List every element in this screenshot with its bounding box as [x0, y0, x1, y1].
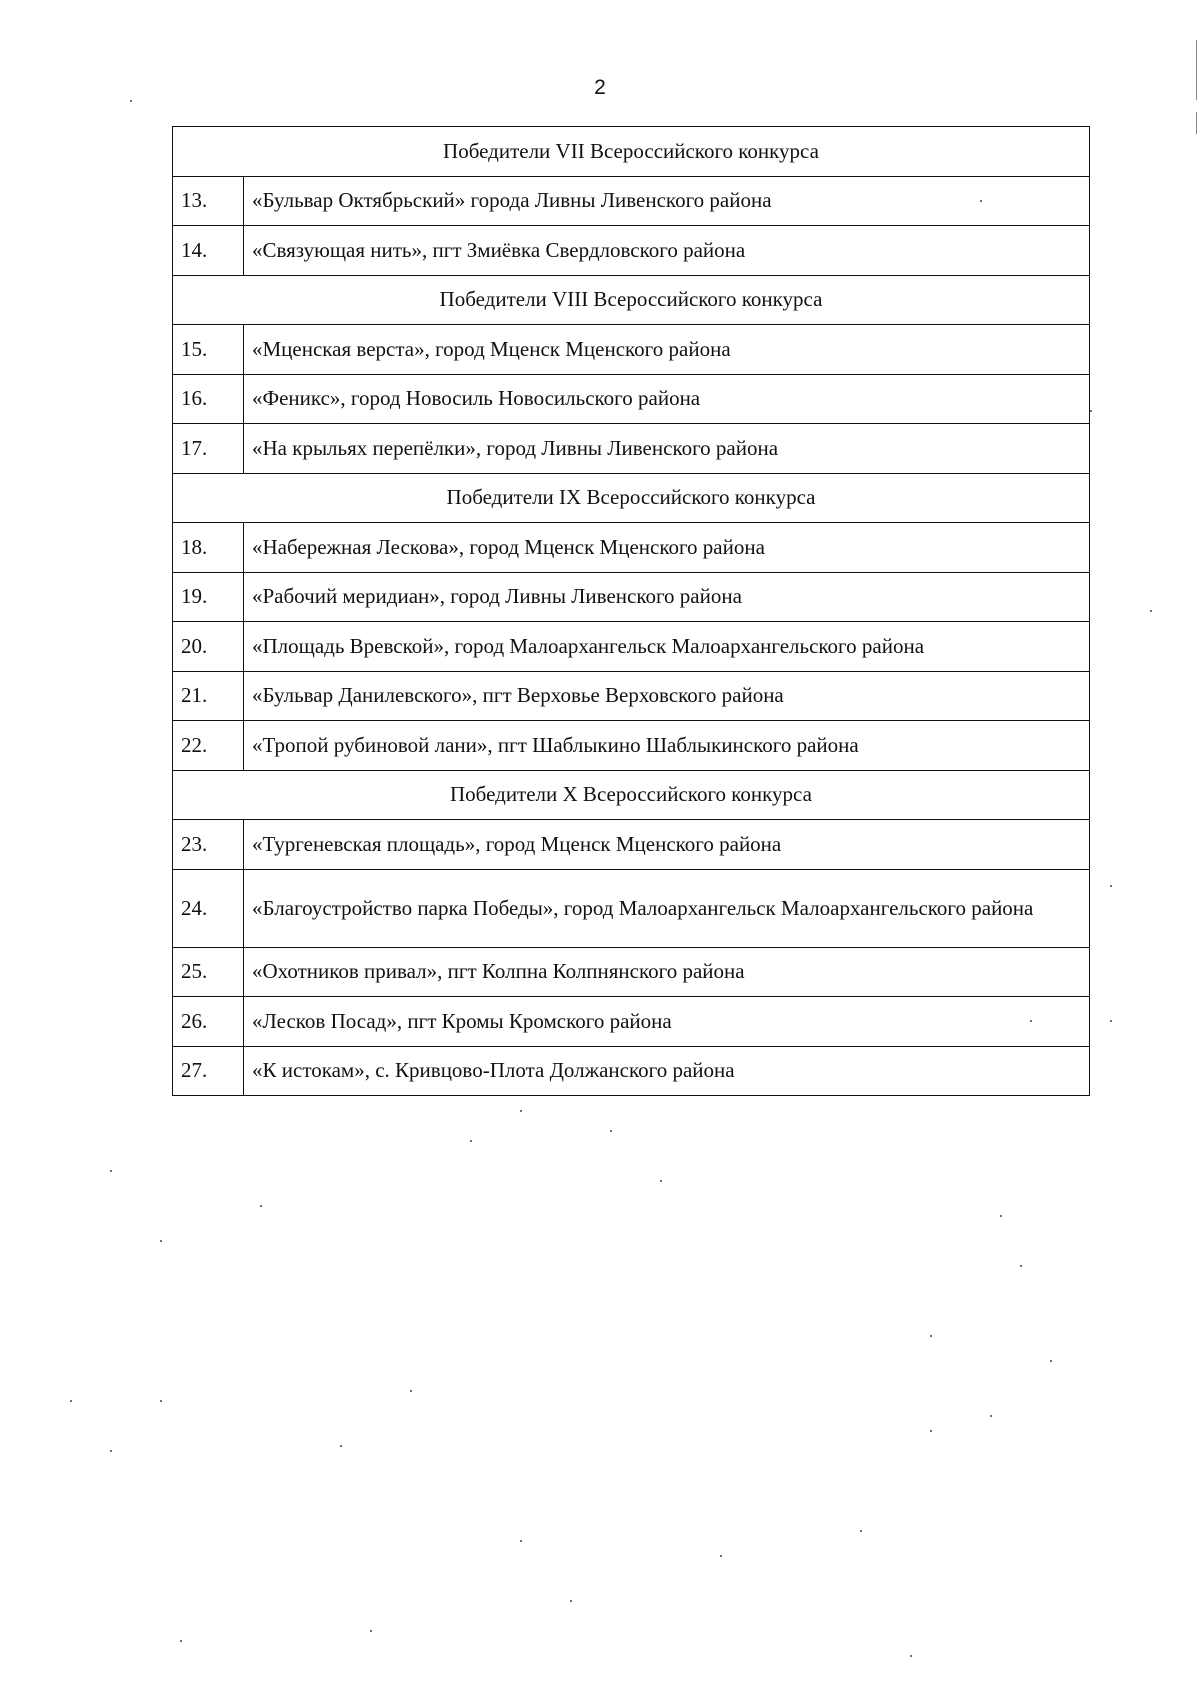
row-number: 13. [173, 176, 244, 226]
scan-edge-mark [1196, 112, 1197, 134]
section-header-row [173, 275, 1090, 325]
scan-speck [110, 1450, 112, 1452]
scan-speck [160, 1400, 162, 1402]
scan-speck [570, 1600, 572, 1602]
row-number: 18. [173, 523, 244, 573]
scan-speck [520, 1110, 522, 1112]
section-header: Победители VIII Всероссийского конкурса [173, 275, 1090, 325]
scan-speck [160, 1240, 162, 1242]
table-row [173, 374, 1090, 424]
scan-speck [1020, 1265, 1022, 1267]
scan-speck [410, 1390, 412, 1392]
row-number: 20. [173, 622, 244, 672]
row-number: 23. [173, 820, 244, 870]
scan-speck [1000, 1215, 1002, 1217]
scan-speck [930, 1335, 932, 1337]
project-title: «Тропой рубиновой лани», пгт Шаблыкино Шаблыкинского района [244, 721, 1090, 771]
table-row [173, 721, 1090, 771]
table-row [173, 1046, 1090, 1096]
scan-edge-mark [1196, 40, 1197, 100]
project-title: «Тургеневская площадь», город Мценск Мценского района [244, 820, 1090, 870]
scan-speck [340, 1445, 342, 1447]
scan-speck [1150, 610, 1152, 612]
scan-speck [990, 1415, 992, 1417]
row-number: 26. [173, 997, 244, 1047]
row-number: 15. [173, 325, 244, 375]
project-title: «Площадь Вревской», город Малоархангельск Малоархангельского района [244, 622, 1090, 672]
row-number: 19. [173, 572, 244, 622]
section-header: Победители VII Всероссийского конкурса [173, 127, 1090, 177]
project-title: «Мценская верста», город Мценск Мценского района [244, 325, 1090, 375]
table-row [173, 176, 1090, 226]
row-number: 27. [173, 1046, 244, 1096]
table-row [173, 424, 1090, 474]
project-title: «Набережная Лескова», город Мценск Мценского района [244, 523, 1090, 573]
section-header-row [173, 770, 1090, 820]
project-title: «Охотников привал», пгт Колпна Колпнянского района [244, 947, 1090, 997]
scan-speck [910, 1655, 912, 1657]
table-row [173, 671, 1090, 721]
row-number: 17. [173, 424, 244, 474]
section-header-row [173, 127, 1090, 177]
table-row [173, 869, 1090, 947]
row-number: 14. [173, 226, 244, 276]
scan-speck [1050, 1360, 1052, 1362]
table-row [173, 820, 1090, 870]
page-number: 2 [594, 76, 606, 99]
project-title: «На крыльях перепёлки», город Ливны Ливенского района [244, 424, 1090, 474]
table-row [173, 622, 1090, 672]
scan-speck [1030, 1020, 1032, 1022]
project-title: «Бульвар Октябрьский» города Ливны Ливенского района [244, 176, 1090, 226]
row-number: 22. [173, 721, 244, 771]
section-header: Победители IX Всероссийского конкурса [173, 473, 1090, 523]
scan-speck [260, 1205, 262, 1207]
table-row [173, 523, 1090, 573]
table-row [173, 226, 1090, 276]
section-header: Победители X Всероссийского конкурса [173, 770, 1090, 820]
scan-speck [130, 100, 132, 102]
project-title: «Феникс», город Новосиль Новосильского района [244, 374, 1090, 424]
row-number: 16. [173, 374, 244, 424]
table-row [173, 947, 1090, 997]
scan-speck [520, 1540, 522, 1542]
scan-speck [1090, 410, 1092, 412]
scan-speck [980, 200, 982, 202]
scan-speck [930, 1430, 932, 1432]
scan-speck [70, 1400, 72, 1402]
project-title: «Рабочий меридиан», город Ливны Ливенского района [244, 572, 1090, 622]
scan-speck [1110, 1020, 1112, 1022]
scan-speck [470, 1140, 472, 1142]
scan-speck [660, 1180, 662, 1182]
scan-speck [860, 1530, 862, 1532]
project-title: «Лесков Посад», пгт Кромы Кромского района [244, 997, 1090, 1047]
project-title: «Бульвар Данилевского», пгт Верховье Верховского района [244, 671, 1090, 721]
scan-speck [720, 1555, 722, 1557]
scan-speck [610, 1130, 612, 1132]
table-row [173, 572, 1090, 622]
row-number: 21. [173, 671, 244, 721]
project-title: «К истокам», с. Кривцово-Плота Должанского района [244, 1046, 1090, 1096]
row-number: 25. [173, 947, 244, 997]
scan-speck [180, 1640, 182, 1642]
scan-speck [370, 1630, 372, 1632]
table-row [173, 325, 1090, 375]
table-row [173, 997, 1090, 1047]
project-title: «Благоустройство парка Победы», город Малоархангельск Малоархангельского района [244, 869, 1090, 947]
row-number: 24. [173, 869, 244, 947]
winners-table-body [173, 127, 1090, 1096]
project-title: «Связующая нить», пгт Змиёвка Свердловского района [244, 226, 1090, 276]
scan-speck [1110, 885, 1112, 887]
winners-table [172, 126, 1090, 1096]
scan-speck [110, 1170, 112, 1172]
section-header-row [173, 473, 1090, 523]
